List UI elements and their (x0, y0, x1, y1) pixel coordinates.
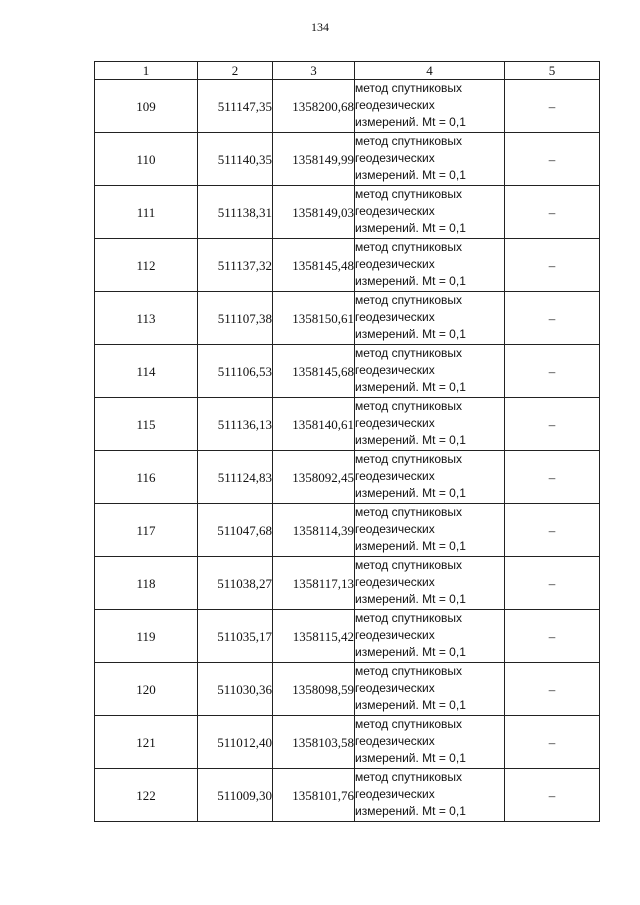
table-row (95, 186, 600, 239)
note-cell: – (505, 345, 600, 398)
point-number-cell: 120 (95, 663, 198, 716)
point-number-cell: 110 (95, 133, 198, 186)
table-row (95, 239, 600, 292)
y-coordinate-cell: 1358117,13 (273, 557, 355, 610)
note-cell: – (505, 80, 600, 133)
method-line-3: измерений. Mt = 0,1 (355, 327, 466, 341)
x-coordinate-cell: 511136,13 (198, 398, 273, 451)
y-coordinate-cell: 1358101,76 (273, 769, 355, 822)
table-row (95, 398, 600, 451)
note-cell: – (505, 557, 600, 610)
table-row (95, 557, 600, 610)
point-number-cell: 109 (95, 80, 198, 133)
y-coordinate-cell: 1358103,58 (273, 716, 355, 769)
table-row (95, 716, 600, 769)
x-coordinate-cell: 511106,53 (198, 345, 273, 398)
table-row (95, 663, 600, 716)
method-line-1: метод спутниковых (355, 664, 463, 678)
table-row (95, 80, 600, 133)
method-line-3: измерений. Mt = 0,1 (355, 645, 466, 659)
table-row (95, 769, 600, 822)
y-coordinate-cell: 1358149,03 (273, 186, 355, 239)
point-number-cell: 115 (95, 398, 198, 451)
method-line-1: метод спутниковых (355, 452, 463, 466)
note-cell: – (505, 663, 600, 716)
method-line-2: геодезических (355, 257, 435, 271)
method-line-3: измерений. Mt = 0,1 (355, 539, 466, 553)
method-cell (355, 451, 505, 504)
x-coordinate-cell: 511012,40 (198, 716, 273, 769)
method-line-2: геодезических (355, 151, 435, 165)
method-line-1: метод спутниковых (355, 505, 463, 519)
method-cell (355, 292, 505, 345)
method-line-3: измерений. Mt = 0,1 (355, 804, 466, 818)
method-line-1: метод спутниковых (355, 399, 463, 413)
page-number: 134 (311, 20, 329, 34)
note-cell: – (505, 610, 600, 663)
method-line-2: геодезических (355, 416, 435, 430)
method-line-2: геодезических (355, 363, 435, 377)
method-line-3: измерений. Mt = 0,1 (355, 433, 466, 447)
x-coordinate-cell: 511140,35 (198, 133, 273, 186)
method-cell (355, 345, 505, 398)
method-cell (355, 663, 505, 716)
column-header-4: 4 (355, 62, 505, 80)
note-cell: – (505, 133, 600, 186)
point-number-cell: 117 (95, 504, 198, 557)
y-coordinate-cell: 1358140,61 (273, 398, 355, 451)
method-line-3: измерений. Mt = 0,1 (355, 751, 466, 765)
method-line-3: измерений. Mt = 0,1 (355, 380, 466, 394)
point-number-cell: 121 (95, 716, 198, 769)
method-line-2: геодезических (355, 787, 435, 801)
table-body (95, 80, 600, 822)
method-line-2: геодезических (355, 522, 435, 536)
point-number-cell: 119 (95, 610, 198, 663)
x-coordinate-cell: 511030,36 (198, 663, 273, 716)
x-coordinate-cell: 511009,30 (198, 769, 273, 822)
y-coordinate-cell: 1358145,48 (273, 239, 355, 292)
x-coordinate-cell: 511047,68 (198, 504, 273, 557)
method-line-2: геодезических (355, 575, 435, 589)
note-cell: – (505, 451, 600, 504)
note-cell: – (505, 239, 600, 292)
method-line-2: геодезических (355, 734, 435, 748)
method-line-1: метод спутниковых (355, 81, 463, 95)
column-header-5: 5 (505, 62, 600, 80)
y-coordinate-cell: 1358200,68 (273, 80, 355, 133)
point-number-cell: 113 (95, 292, 198, 345)
table-row (95, 133, 600, 186)
x-coordinate-cell: 511035,17 (198, 610, 273, 663)
method-line-1: метод спутниковых (355, 770, 463, 784)
table-row (95, 451, 600, 504)
method-line-2: геодезических (355, 628, 435, 642)
method-line-3: измерений. Mt = 0,1 (355, 115, 466, 129)
note-cell: – (505, 398, 600, 451)
table-header (95, 62, 600, 80)
point-number-cell: 118 (95, 557, 198, 610)
table-row (95, 345, 600, 398)
method-cell (355, 557, 505, 610)
coordinates-table (94, 61, 600, 822)
method-line-2: геодезических (355, 98, 435, 112)
header-row (95, 62, 600, 80)
method-line-1: метод спутниковых (355, 134, 463, 148)
y-coordinate-cell: 1358145,68 (273, 345, 355, 398)
y-coordinate-cell: 1358092,45 (273, 451, 355, 504)
method-line-3: измерений. Mt = 0,1 (355, 592, 466, 606)
note-cell: – (505, 186, 600, 239)
table-row (95, 292, 600, 345)
method-cell (355, 716, 505, 769)
method-line-3: измерений. Mt = 0,1 (355, 698, 466, 712)
x-coordinate-cell: 511107,38 (198, 292, 273, 345)
y-coordinate-cell: 1358098,59 (273, 663, 355, 716)
method-line-1: метод спутниковых (355, 346, 463, 360)
method-line-1: метод спутниковых (355, 558, 463, 572)
point-number-cell: 116 (95, 451, 198, 504)
method-line-1: метод спутниковых (355, 187, 463, 201)
method-line-2: геодезических (355, 681, 435, 695)
method-cell (355, 504, 505, 557)
method-line-3: измерений. Mt = 0,1 (355, 168, 466, 182)
method-line-2: геодезических (355, 204, 435, 218)
x-coordinate-cell: 511137,32 (198, 239, 273, 292)
note-cell: – (505, 292, 600, 345)
method-line-2: геодезических (355, 310, 435, 324)
method-cell (355, 769, 505, 822)
y-coordinate-cell: 1358114,39 (273, 504, 355, 557)
x-coordinate-cell: 511147,35 (198, 80, 273, 133)
method-line-1: метод спутниковых (355, 240, 463, 254)
x-coordinate-cell: 511038,27 (198, 557, 273, 610)
x-coordinate-cell: 511138,31 (198, 186, 273, 239)
method-cell (355, 398, 505, 451)
point-number-cell: 111 (95, 186, 198, 239)
column-header-1: 1 (95, 62, 198, 80)
method-line-1: метод спутниковых (355, 611, 463, 625)
point-number-cell: 114 (95, 345, 198, 398)
method-line-3: измерений. Mt = 0,1 (355, 274, 466, 288)
method-line-1: метод спутниковых (355, 717, 463, 731)
method-line-2: геодезических (355, 469, 435, 483)
method-cell (355, 133, 505, 186)
method-line-3: измерений. Mt = 0,1 (355, 486, 466, 500)
method-line-1: метод спутниковых (355, 293, 463, 307)
method-line-3: измерений. Mt = 0,1 (355, 221, 466, 235)
y-coordinate-cell: 1358149,99 (273, 133, 355, 186)
note-cell: – (505, 716, 600, 769)
y-coordinate-cell: 1358115,42 (273, 610, 355, 663)
point-number-cell: 122 (95, 769, 198, 822)
column-header-2: 2 (198, 62, 273, 80)
note-cell: – (505, 504, 600, 557)
point-number-cell: 112 (95, 239, 198, 292)
table-row (95, 504, 600, 557)
method-cell (355, 186, 505, 239)
method-cell (355, 80, 505, 133)
column-header-3: 3 (273, 62, 355, 80)
x-coordinate-cell: 511124,83 (198, 451, 273, 504)
note-cell: – (505, 769, 600, 822)
method-cell (355, 610, 505, 663)
y-coordinate-cell: 1358150,61 (273, 292, 355, 345)
table-row (95, 610, 600, 663)
method-cell (355, 239, 505, 292)
